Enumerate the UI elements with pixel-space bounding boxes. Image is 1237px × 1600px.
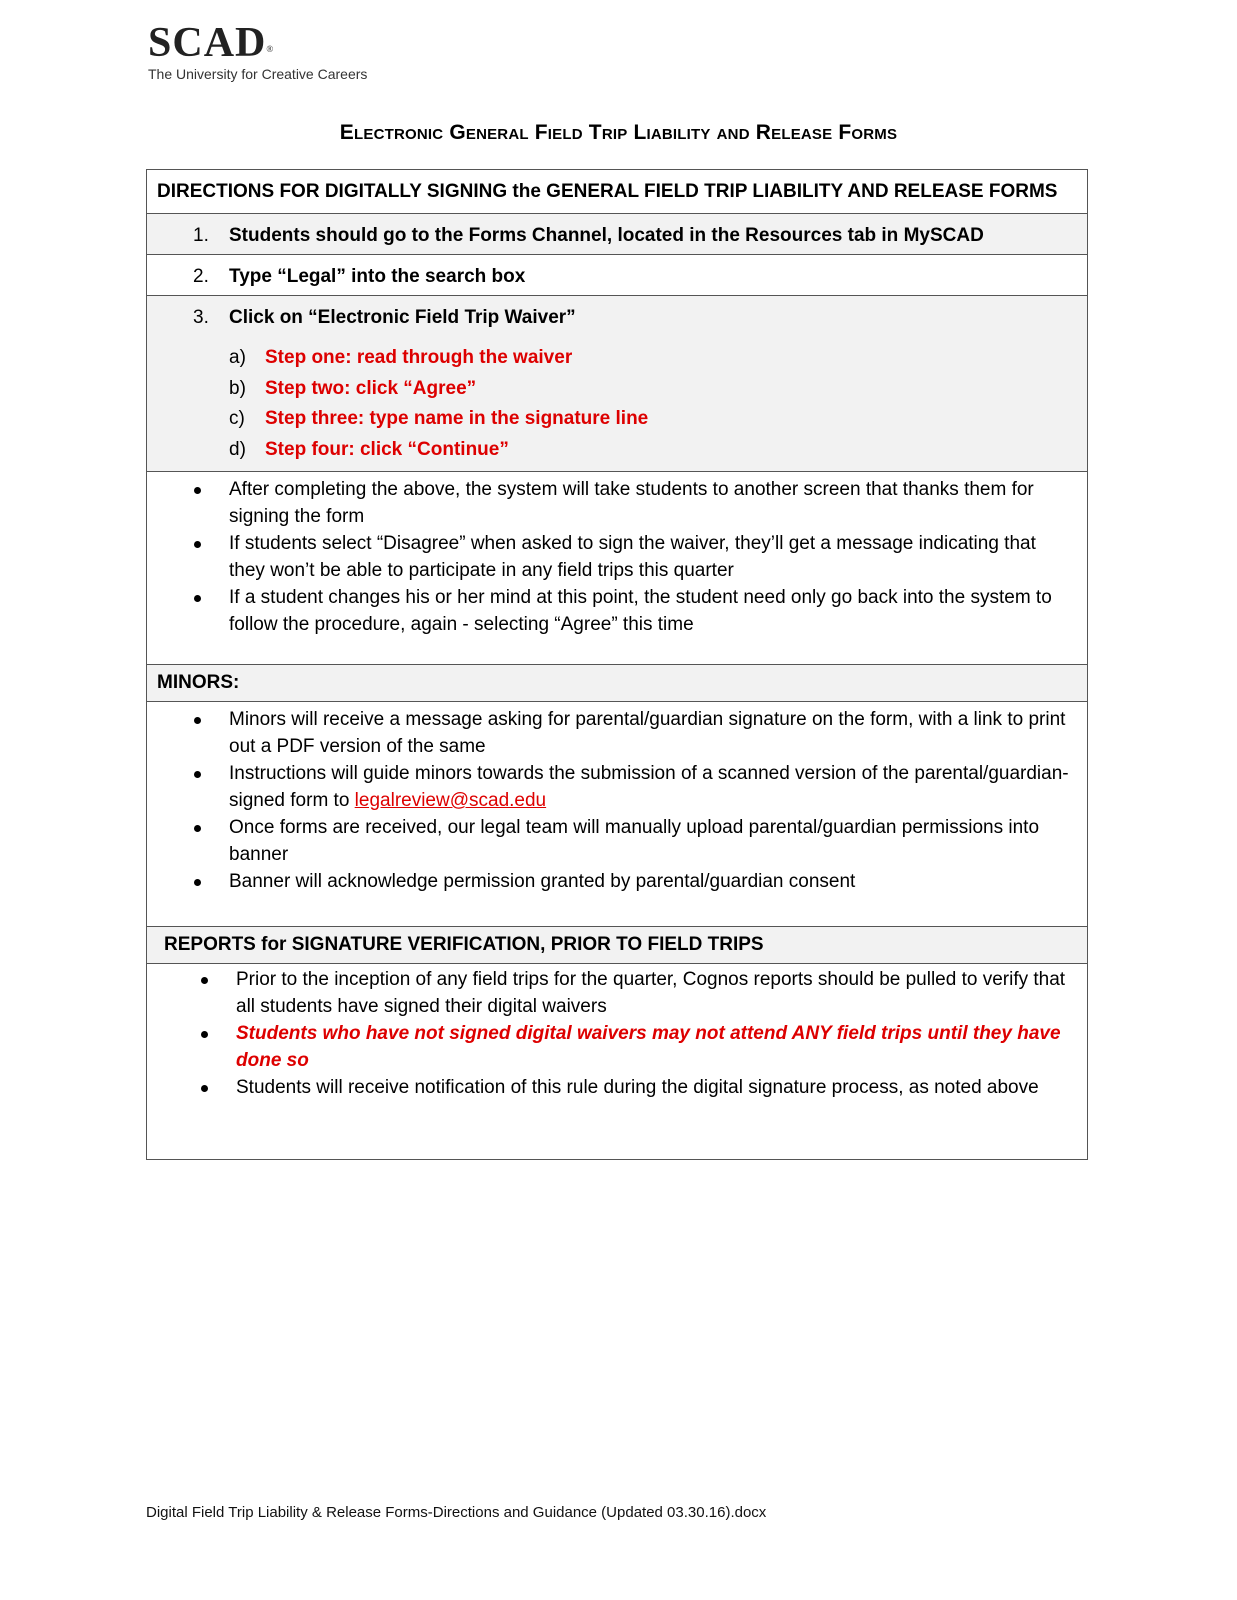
list-item: Instructions will guide minors towards the submission of a scanned version of the parental/guardian-signed form to legalreview@scad.edu — [147, 760, 1087, 814]
list-item: Minors will receive a message asking for parental/guardian signature on the form, with a link to print out a PDF version of the same — [147, 706, 1087, 760]
substep-d: d) Step four: click “Continue” — [229, 439, 509, 460]
reports-notes — [147, 964, 1087, 1159]
email-link[interactable]: legalreview@scad.edu — [354, 790, 547, 811]
list-item: Banner will acknowledge permission granted by parental/guardian consent — [147, 868, 1087, 895]
bullet-icon — [194, 879, 201, 886]
directions-notes — [147, 472, 1087, 665]
step-3 — [147, 296, 1087, 472]
step-number: 1. — [193, 225, 209, 246]
logo-wordmark: SCAD® — [148, 20, 275, 66]
step-text: Type “Legal” into the search box — [229, 266, 526, 287]
page-footer: Digital Field Trip Liability & Release Forms-Directions and Guidance (Updated 03.30.16).docx — [146, 1504, 767, 1521]
step-1 — [147, 214, 1087, 255]
substep-a: a) Step one: read through the waiver — [229, 347, 573, 368]
reports-header: REPORTS for SIGNATURE VERIFICATION, PRIOR TO FIELD TRIPS — [147, 927, 1087, 964]
bullet-icon — [201, 977, 208, 984]
bullet-icon — [194, 541, 201, 548]
logo-tagline: The University for Creative Careers — [148, 66, 368, 82]
step-number: 2. — [193, 266, 209, 287]
minors-notes — [147, 702, 1087, 927]
bullet-icon — [194, 771, 201, 778]
list-item: Prior to the inception of any field trips for the quarter, Cognos reports should be pulled to verify that all students have signed their digital waivers — [147, 966, 1087, 1020]
document-title: Electronic General Field Trip Liability and Release Forms — [339, 121, 898, 144]
list-item: After completing the above, the system will take students to another screen that thanks them for signing the form — [147, 476, 1087, 530]
list-item: Once forms are received, our legal team will manually upload parental/guardian permissions into banner — [147, 814, 1087, 868]
substep-b: b) Step two: click “Agree” — [229, 378, 477, 399]
directions-header: DIRECTIONS FOR DIGITALLY SIGNING the GENERAL FIELD TRIP LIABILITY AND RELEASE FORMS — [147, 170, 1087, 214]
list-item: If students select “Disagree” when asked to sign the waiver, they’ll get a message indicating that they won’t be able to participate in any field trips this quarter — [147, 530, 1087, 584]
list-item: Students who have not signed digital waivers may not attend ANY field trips until they have done so — [147, 1020, 1087, 1074]
bullet-icon — [201, 1085, 208, 1092]
list-item: If a student changes his or her mind at this point, the student need only go back into the system to follow the procedure, again - selecting “Agree” this time — [147, 584, 1087, 638]
bullet-icon — [194, 717, 201, 724]
step-text: Click on “Electronic Field Trip Waiver” — [229, 307, 576, 328]
bullet-icon — [201, 1031, 208, 1038]
scad-logo — [148, 22, 367, 82]
step-number: 3. — [193, 307, 209, 328]
bullet-icon — [194, 487, 201, 494]
minors-header: MINORS: — [147, 665, 1087, 702]
list-item: Students will receive notification of this rule during the digital signature process, as noted above — [147, 1074, 1087, 1101]
bullet-icon — [194, 595, 201, 602]
step-text: Students should go to the Forms Channel, located in the Resources tab in MySCAD — [229, 225, 984, 246]
step-2 — [147, 255, 1087, 296]
bullet-icon — [194, 825, 201, 832]
substep-c: c) Step three: type name in the signature line — [229, 408, 649, 429]
directions-table — [146, 169, 1088, 1160]
